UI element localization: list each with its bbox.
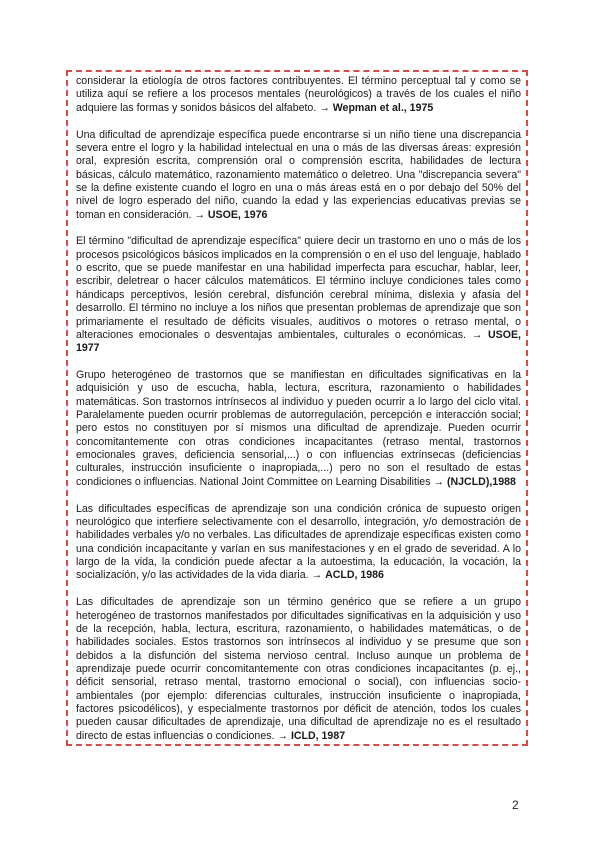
definition-text: Una dificultad de aprendizaje específica puede encontrarse si un niño tiene una discrepancia severa entre el logro y la habilidad intelectual en una o más de las diversas áreas: expresión oral, expresión escrita, comprensión oral o comprensión escrita, habilidades de lectura básicas, cálculo matemático, razonamiento matemático o deletreo. Una "discrepancia severa" se la define existente cuando el logro en una o más áreas está en o por debajo del 50% del nivel de logro esperado del niño, cuando la edad y las experiencias educativas previas se toman en consideración. → [76, 128, 521, 221]
citation: USOE, 1976 [207, 208, 268, 221]
definition-text: El término "dificultad de aprendizaje específica" quiere decir un trastorno en uno o más de los procesos psicológicos básicos implicados en la comprensión o en el uso del lenguaje, hablado o escrito, que se puede manifestar en una habilidad imperfecta para escuchar, hablar, leer, escribir, deletrear o hacer cálculos matemáticos. El término incluye condiciones tales como hándicaps perceptivos, lesión cerebral, disfunción cerebral mínima, dislexia y afasia del desarrollo. El término no incluye a los niños que presentan problemas de aprendizaje que son primariamente el resultado de déficits visuales, auditivos o motores o retraso mental, o alteraciones emocionales o desventajas ambientales, culturales o económicas. → [76, 235, 521, 341]
definition-paragraph [76, 369, 521, 489]
definition-paragraph [76, 235, 521, 355]
definition-paragraph [76, 75, 521, 115]
definition-text: considerar la etiología de otros factores contribuyentes. El término perceptual tal y como se utiliza aquí se refiere a los procesos mentales (neurológicos) a través de los cuales el niño adquiere las formas y sonidos básicos del alfabeto. → [76, 75, 521, 114]
citation: ICLD, 1987 [290, 729, 346, 742]
citation: Wepman et al., 1975 [332, 101, 434, 114]
definitions-content [76, 75, 521, 756]
definition-paragraph [76, 129, 521, 222]
definition-text: Grupo heterogéneo de trastornos que se manifiestan en dificultades significativas en la adquisición y uso de escucha, habla, lectura, escritura, razonamiento o habilidades matemáticas. Son trastornos intrínsecos al individuo y pueden ocurrir a lo largo del ciclo vital. Paralelamente pueden ocurrir problemas de autorregulación, percepción e interacción social; pero estos no constituyen por sí mismos una dificultad de aprendizaje. Pueden ocurrir concomitantemente con otras condiciones incapacitantes (retraso mental, trastornos emocionales graves, deficiencia sensorial,...) o con influencias extrínsecas (deficiencias culturales, instrucción insuficiente o inapropiada,...) pero no son el resultado de estas condiciones o influencias. National Joint Committee on Learning Disabilities → [76, 369, 521, 488]
definition-text: Las dificultades específicas de aprendizaje son una condición crónica de supuesto origen neurológico que interfiere selectivamente con el desarrollo, integración, y/o demostración de habilidades verbales y/o no verbales. Las dificultades de aprendizaje específicas existen como una condición incapacitante y varían en sus manifestaciones y en el grado de severidad. A lo largo de la vida, la condición puede afectar a la autoestima, la educación, la vocación, la socialización, y/o las actividades de la vida diaria. → [76, 502, 521, 582]
definition-paragraph [76, 596, 521, 743]
definition-text: Las dificultades de aprendizaje son un término genérico que se refiere a un grupo heterogéneo de trastornos manifestados por dificultades significativas en la adquisición y uso de la recepción, habla, lectura, escritura, razonamiento, o habilidades matemáticas, o de habilidades sociales. Estos trastornos son intrínsecos al individuo y se presume que son debidos a la disfunción del sistema nervioso central. Incluso aunque un problema de aprendizaje puede ocurrir concomitantemente con otras condiciones incapacitantes (p. ej., déficit sensorial, retraso mental, trastorno emocional o social), con influencias socio-ambientales (por ejemplo: diferencias culturales, instrucción insuficiente o inapropiada, factores psicodélicos), y especialmente trastornos por déficit de atención, todos los cuales pueden causar dificultades de aprendizaje, una dificultad de aprendizaje no es el resultado directo de estas influencias o condiciones. → [76, 596, 521, 742]
page-number: 2 [512, 798, 519, 812]
citation: ACLD, 1986 [325, 569, 384, 582]
definition-paragraph [76, 503, 521, 583]
citation: (NJCLD),1988 [446, 475, 516, 488]
citation: USOE, 1977 [76, 328, 521, 355]
